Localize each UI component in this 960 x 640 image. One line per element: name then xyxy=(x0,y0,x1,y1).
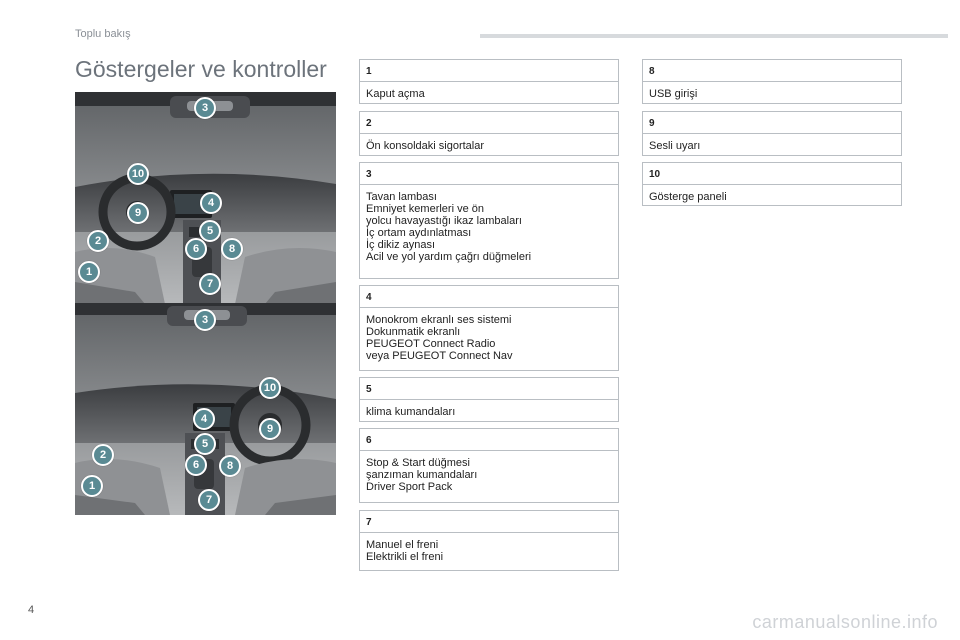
legend-number: 4 xyxy=(360,286,618,308)
callout-10: 10 xyxy=(259,377,281,399)
callout-9: 9 xyxy=(127,202,149,224)
legend-line: yolcu havayastığı ikaz lambaları xyxy=(366,215,522,227)
legend-line: Manuel el freni xyxy=(366,539,439,551)
callout-4: 4 xyxy=(193,408,215,430)
legend-item-10 xyxy=(642,162,902,206)
header-bar xyxy=(480,34,948,38)
legend-number: 9 xyxy=(643,112,901,134)
callout-7: 7 xyxy=(199,273,221,295)
callout-9: 9 xyxy=(259,418,281,440)
legend-line: Gösterge paneli xyxy=(649,191,727,203)
legend-line: Elektrikli el freni xyxy=(366,551,444,563)
legend-line: Ön konsoldaki sigortalar xyxy=(366,140,485,152)
legend-number: 10 xyxy=(643,163,901,185)
callout-2: 2 xyxy=(92,444,114,466)
legend-number: 5 xyxy=(360,378,618,400)
watermark: carmanualsonline.info xyxy=(752,612,938,632)
dashboard-photo-rhd xyxy=(75,303,336,515)
legend-item-4 xyxy=(359,285,619,371)
legend-item-5 xyxy=(359,377,619,422)
legend-item-7 xyxy=(359,510,619,571)
legend-line: şanzıman kumandaları xyxy=(366,469,478,481)
legend-line: Kaput açma xyxy=(366,88,425,100)
legend-item-8 xyxy=(642,59,902,104)
callout-10: 10 xyxy=(127,163,149,185)
legend-line: İç ortam aydınlatması xyxy=(366,227,472,239)
callout-3: 3 xyxy=(194,97,216,119)
callout-2: 2 xyxy=(87,230,109,252)
legend-number: 8 xyxy=(643,60,901,82)
callout-1: 1 xyxy=(78,261,100,283)
callout-1: 1 xyxy=(81,475,103,497)
callout-4: 4 xyxy=(200,192,222,214)
legend-number: 1 xyxy=(360,60,618,82)
legend-number: 2 xyxy=(360,112,618,134)
dashboard-photo-lhd xyxy=(75,92,336,304)
legend-line: Sesli uyarı xyxy=(649,140,701,152)
callout-8: 8 xyxy=(219,455,241,477)
callout-3: 3 xyxy=(194,309,216,331)
legend-line: klima kumandaları xyxy=(366,406,456,418)
legend-line: Dokunmatik ekranlı xyxy=(366,326,461,338)
legend-line: Tavan lambası xyxy=(366,191,437,203)
callout-8: 8 xyxy=(221,238,243,260)
legend-line: veya PEUGEOT Connect Nav xyxy=(366,350,513,362)
callout-6: 6 xyxy=(185,238,207,260)
legend-number: 3 xyxy=(360,163,618,185)
legend-line: Driver Sport Pack xyxy=(366,481,453,493)
callout-5: 5 xyxy=(194,433,216,455)
legend-line: USB girişi xyxy=(649,88,698,100)
legend-line: Acil ve yol yardım çağrı düğmeleri xyxy=(366,251,532,263)
legend-item-2 xyxy=(359,111,619,156)
legend-line: Stop & Start düğmesi xyxy=(366,457,470,469)
legend-item-1 xyxy=(359,59,619,104)
legend-line: Monokrom ekranlı ses sistemi xyxy=(366,314,512,326)
legend-item-6 xyxy=(359,428,619,503)
callout-6: 6 xyxy=(185,454,207,476)
legend-line: İç dikiz aynası xyxy=(366,239,436,251)
legend-line: PEUGEOT Connect Radio xyxy=(366,338,496,350)
legend-item-9 xyxy=(642,111,902,156)
callout-5: 5 xyxy=(199,220,221,242)
page-number: 4 xyxy=(28,604,35,616)
callout-7: 7 xyxy=(198,489,220,511)
legend-item-3 xyxy=(359,162,619,279)
legend-number: 7 xyxy=(360,511,618,533)
legend-number: 6 xyxy=(360,429,618,451)
legend-line: Emniyet kemerleri ve ön xyxy=(366,203,484,215)
section-label: Toplu bakış xyxy=(75,28,131,40)
page-title: Göstergeler ve kontroller xyxy=(75,56,327,82)
